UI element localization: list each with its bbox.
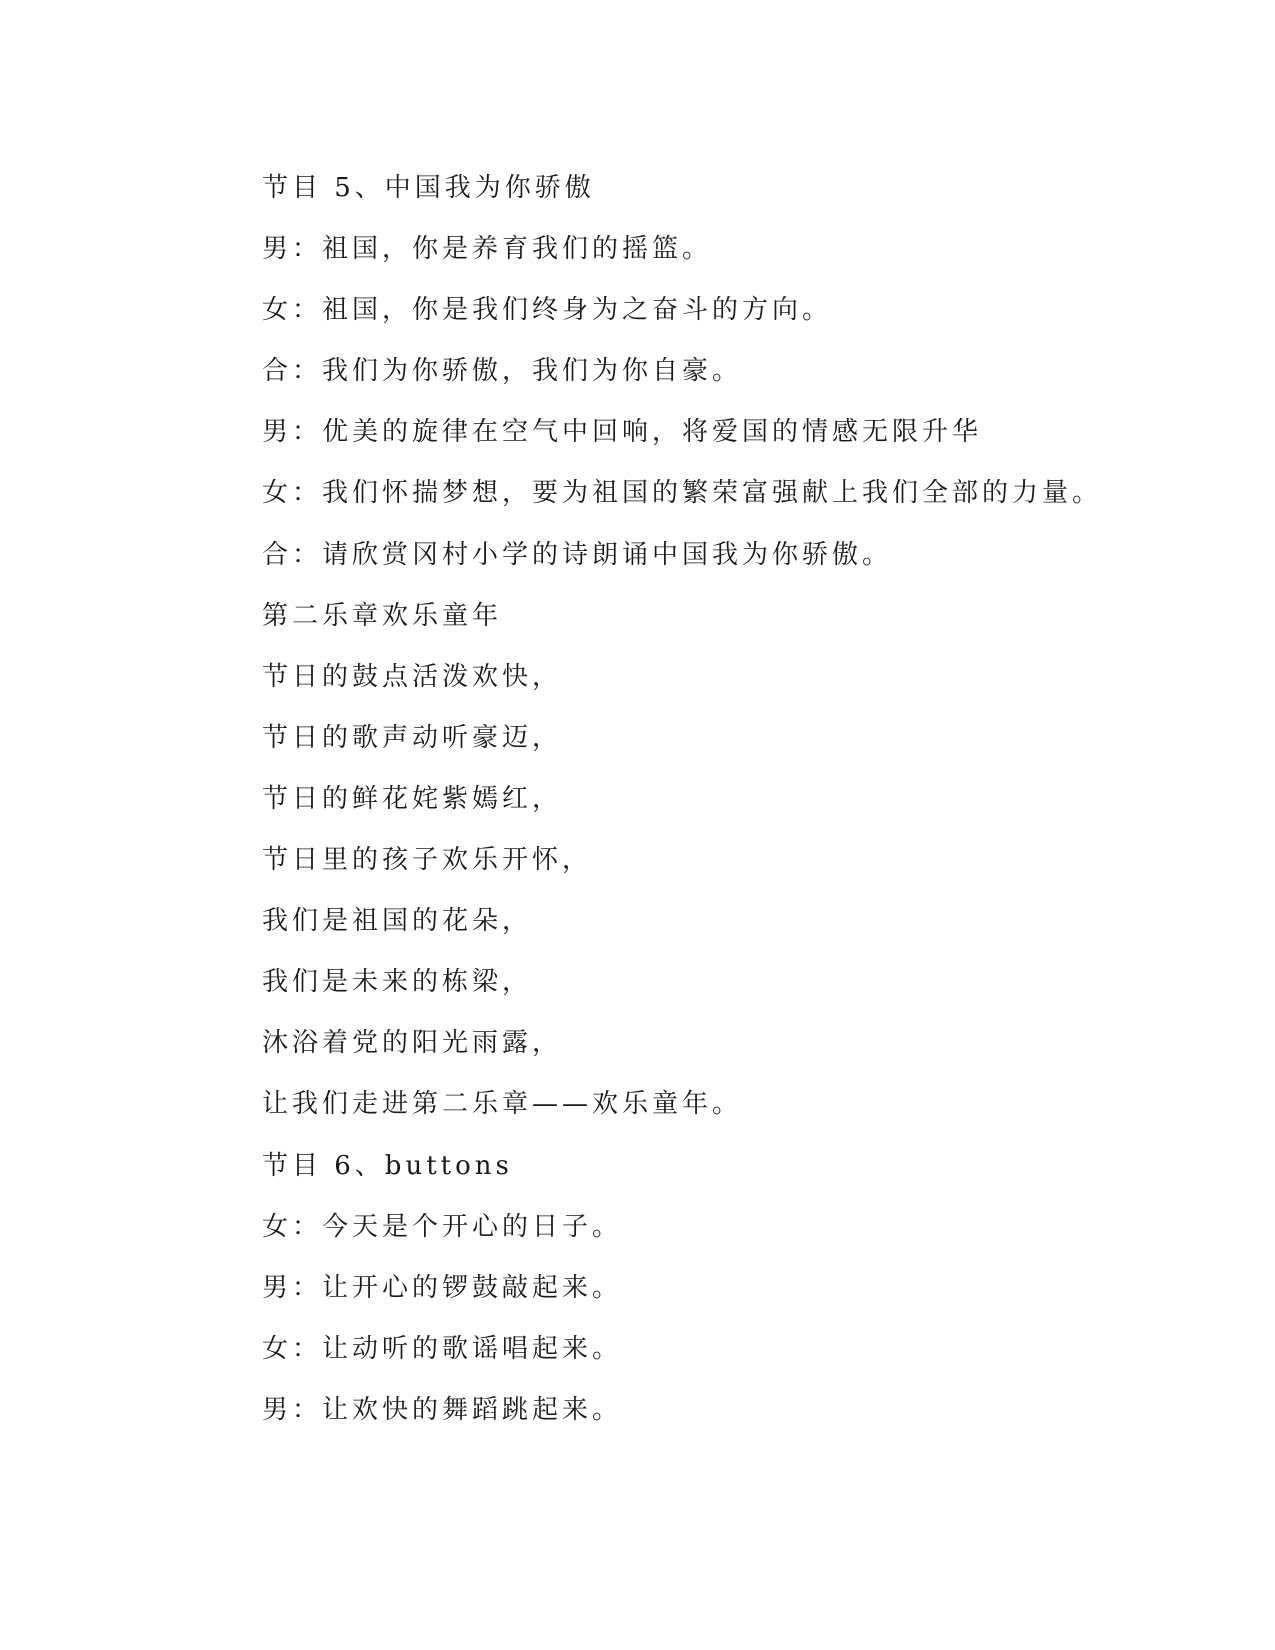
dialogue-line: 女：祖国，你是我们终身为之奋斗的方向。 [262, 295, 833, 326]
poem-line: 我们是祖国的花朵， [262, 906, 533, 937]
dialogue-line: 合：我们为你骄傲，我们为你自豪。 [262, 356, 743, 387]
dialogue-line: 女：今天是个开心的日子。 [262, 1211, 623, 1242]
poem-line: 节日的歌声动听豪迈， [262, 722, 563, 753]
poem-line: 节日的鼓点活泼欢快， [262, 661, 563, 692]
poem-line: 节日的鲜花姹紫嫣红， [262, 783, 563, 814]
program-heading-6: 节目 6、buttons [262, 1150, 513, 1181]
dialogue-line: 男：让开心的锣鼓敲起来。 [262, 1272, 623, 1303]
poem-line: 节日里的孩子欢乐开怀， [262, 845, 593, 876]
poem-line: 让我们走进第二乐章——欢乐童年。 [262, 1089, 743, 1120]
program-heading-5: 节目 5、中国我为你骄傲 [262, 173, 595, 203]
dialogue-line: 男：祖国，你是养育我们的摇篮。 [262, 234, 713, 265]
chapter-heading: 第二乐章欢乐童年 [262, 600, 503, 631]
poem-line: 我们是未来的栋梁， [262, 967, 533, 998]
dialogue-line: 男：优美的旋律在空气中回响，将爱国的情感无限升华 [262, 417, 983, 448]
dialogue-line: 女：让动听的歌谣唱起来。 [262, 1333, 623, 1364]
poem-line: 沐浴着党的阳光雨露， [262, 1028, 563, 1059]
dialogue-line: 男：让欢快的舞蹈跳起来。 [262, 1394, 623, 1425]
dialogue-line: 合：请欣赏冈村小学的诗朗诵中国我为你骄傲。 [262, 539, 893, 570]
document-body [262, 168, 1162, 1451]
dialogue-line: 女：我们怀揣梦想，要为祖国的繁荣富强献上我们全部的力量。 [262, 478, 1103, 509]
